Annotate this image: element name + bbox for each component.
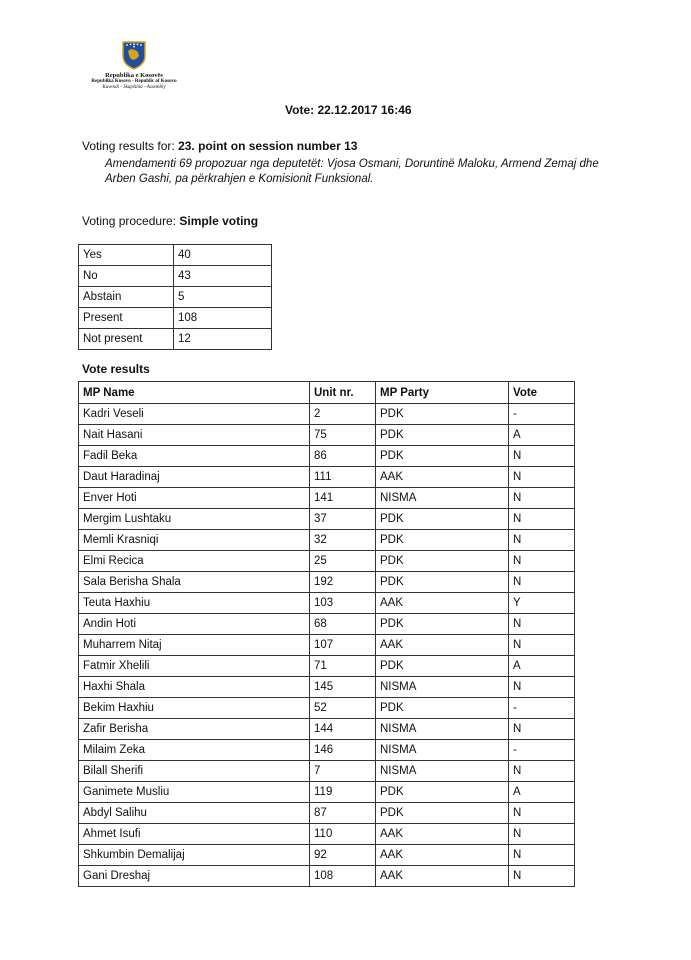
table-row <box>79 404 575 425</box>
table-row <box>79 824 575 845</box>
vote-datetime: 22.12.2017 16:46 <box>317 103 412 117</box>
vote-cell: N <box>509 635 575 656</box>
results-for-value: 23. point on session number 13 <box>178 139 358 153</box>
mp-party-cell: NISMA <box>376 488 509 509</box>
table-row <box>79 677 575 698</box>
table-row <box>79 488 575 509</box>
mp-party-cell: PDK <box>376 530 509 551</box>
table-row <box>79 551 575 572</box>
vote-cell: N <box>509 845 575 866</box>
mp-party-cell: PDK <box>376 551 509 572</box>
unit-nr-cell: 192 <box>310 572 376 593</box>
kosovo-emblem-icon <box>121 40 147 70</box>
unit-nr-cell: 68 <box>310 614 376 635</box>
mp-party-cell: NISMA <box>376 719 509 740</box>
summary-value: 40 <box>174 245 272 266</box>
table-row <box>79 446 575 467</box>
mp-party-cell: AAK <box>376 467 509 488</box>
table-row <box>79 803 575 824</box>
summary-row <box>79 266 272 287</box>
table-row <box>79 593 575 614</box>
mp-party-cell: NISMA <box>376 761 509 782</box>
summary-label: Not present <box>79 329 174 350</box>
amendment-description: Amendamenti 69 propozuar nga deputetët: Vjosa Osmani, Doruntinë Maloku, Armend Zemaj dhe Arben Gashi, pa përkrahjen e Komisionit Funksional. <box>105 158 599 185</box>
mp-name-cell: Andin Hoti <box>79 614 310 635</box>
summary-value: 108 <box>174 308 272 329</box>
unit-nr-cell: 2 <box>310 404 376 425</box>
vote-cell: N <box>509 509 575 530</box>
vote-cell: N <box>509 572 575 593</box>
table-row <box>79 467 575 488</box>
unit-nr-cell: 7 <box>310 761 376 782</box>
mp-party-cell: PDK <box>376 803 509 824</box>
mp-party-cell: AAK <box>376 635 509 656</box>
unit-nr-cell: 144 <box>310 719 376 740</box>
unit-nr-cell: 141 <box>310 488 376 509</box>
summary-value: 12 <box>174 329 272 350</box>
table-row <box>79 614 575 635</box>
results-for-label: Voting results for: <box>82 139 175 153</box>
table-row <box>79 866 575 887</box>
summary-row <box>79 308 272 329</box>
mp-party-cell: PDK <box>376 782 509 803</box>
vote-cell: N <box>509 677 575 698</box>
logo-line-3: Kuvendi - Skupština - Assembly <box>102 85 166 90</box>
unit-nr-cell: 103 <box>310 593 376 614</box>
vote-cell: N <box>509 824 575 845</box>
mp-name-cell: Teuta Haxhiu <box>79 593 310 614</box>
mp-name-cell: Ahmet Isufi <box>79 824 310 845</box>
mp-name-cell: Memli Krasniqi <box>79 530 310 551</box>
summary-value: 5 <box>174 287 272 308</box>
table-row <box>79 782 575 803</box>
logo-line-2: Republika Kosovo - Republic of Kosovo <box>91 79 177 84</box>
table-row <box>79 740 575 761</box>
vote-cell: - <box>509 404 575 425</box>
unit-nr-cell: 111 <box>310 467 376 488</box>
vote-cell: A <box>509 425 575 446</box>
table-row <box>79 425 575 446</box>
summary-row <box>79 245 272 266</box>
mp-name-cell: Elmi Recica <box>79 551 310 572</box>
vote-cell: N <box>509 530 575 551</box>
mp-name-cell: Fadil Beka <box>79 446 310 467</box>
table-row <box>79 845 575 866</box>
vote-cell: N <box>509 551 575 572</box>
mp-party-cell: PDK <box>376 698 509 719</box>
mp-name-cell: Bekim Haxhiu <box>79 698 310 719</box>
vote-cell: N <box>509 467 575 488</box>
table-row <box>79 572 575 593</box>
unit-nr-cell: 92 <box>310 845 376 866</box>
mp-name-cell: Nait Hasani <box>79 425 310 446</box>
summary-label: Present <box>79 308 174 329</box>
mp-name-cell: Zafir Berisha <box>79 719 310 740</box>
unit-nr-cell: 86 <box>310 446 376 467</box>
mp-party-cell: PDK <box>376 614 509 635</box>
summary-label: Yes <box>79 245 174 266</box>
summary-label: Abstain <box>79 287 174 308</box>
mp-party-cell: PDK <box>376 572 509 593</box>
mp-party-cell: PDK <box>376 656 509 677</box>
mp-party-cell: PDK <box>376 404 509 425</box>
mp-name-cell: Sala Berisha Shala <box>79 572 310 593</box>
unit-nr-cell: 146 <box>310 740 376 761</box>
mp-party-cell: NISMA <box>376 677 509 698</box>
unit-nr-cell: 107 <box>310 635 376 656</box>
summary-value: 43 <box>174 266 272 287</box>
vote-results-table <box>78 381 575 887</box>
table-header-row <box>79 382 575 404</box>
results-for-line <box>82 139 357 153</box>
unit-nr-cell: 37 <box>310 509 376 530</box>
vote-cell: A <box>509 782 575 803</box>
procedure-value: Simple voting <box>179 214 259 228</box>
column-header-mp-name: MP Name <box>79 382 310 404</box>
vote-results-title: Vote results <box>82 362 150 376</box>
mp-party-cell: AAK <box>376 845 509 866</box>
table-row <box>79 530 575 551</box>
vote-summary-table <box>78 244 272 350</box>
mp-name-cell: Enver Hoti <box>79 488 310 509</box>
procedure-label: Voting procedure: <box>82 214 177 228</box>
table-row <box>79 656 575 677</box>
vote-cell: A <box>509 656 575 677</box>
summary-row <box>79 287 272 308</box>
mp-name-cell: Bilall Sherifi <box>79 761 310 782</box>
mp-party-cell: AAK <box>376 824 509 845</box>
vote-cell: N <box>509 488 575 509</box>
mp-party-cell: PDK <box>376 446 509 467</box>
vote-cell: N <box>509 719 575 740</box>
unit-nr-cell: 75 <box>310 425 376 446</box>
column-header-vote: Vote <box>509 382 575 404</box>
assembly-logo <box>82 40 186 91</box>
mp-party-cell: AAK <box>376 593 509 614</box>
vote-cell: N <box>509 761 575 782</box>
vote-cell: N <box>509 614 575 635</box>
vote-header <box>285 103 412 117</box>
vote-label: Vote: <box>285 103 315 117</box>
voting-procedure-line <box>82 214 258 228</box>
vote-cell: - <box>509 740 575 761</box>
unit-nr-cell: 25 <box>310 551 376 572</box>
mp-name-cell: Gani Dreshaj <box>79 866 310 887</box>
column-header-unit-nr: Unit nr. <box>310 382 376 404</box>
table-row <box>79 635 575 656</box>
vote-cell: N <box>509 803 575 824</box>
vote-cell: N <box>509 866 575 887</box>
table-row <box>79 698 575 719</box>
mp-name-cell: Fatmir Xhelili <box>79 656 310 677</box>
logo-line-1: Republika e Kosovës <box>105 72 163 79</box>
vote-cell: Y <box>509 593 575 614</box>
mp-name-cell: Kadri Veseli <box>79 404 310 425</box>
unit-nr-cell: 110 <box>310 824 376 845</box>
mp-name-cell: Shkumbin Demalijaj <box>79 845 310 866</box>
mp-party-cell: NISMA <box>376 740 509 761</box>
mp-name-cell: Muharrem Nitaj <box>79 635 310 656</box>
table-row <box>79 719 575 740</box>
summary-label: No <box>79 266 174 287</box>
mp-name-cell: Daut Haradinaj <box>79 467 310 488</box>
mp-name-cell: Milaim Zeka <box>79 740 310 761</box>
unit-nr-cell: 145 <box>310 677 376 698</box>
mp-party-cell: PDK <box>376 509 509 530</box>
mp-name-cell: Ganimete Musliu <box>79 782 310 803</box>
unit-nr-cell: 52 <box>310 698 376 719</box>
vote-cell: - <box>509 698 575 719</box>
unit-nr-cell: 108 <box>310 866 376 887</box>
mp-party-cell: PDK <box>376 425 509 446</box>
table-row <box>79 509 575 530</box>
vote-cell: N <box>509 446 575 467</box>
mp-name-cell: Abdyl Salihu <box>79 803 310 824</box>
unit-nr-cell: 32 <box>310 530 376 551</box>
unit-nr-cell: 119 <box>310 782 376 803</box>
column-header-mp-party: MP Party <box>376 382 509 404</box>
unit-nr-cell: 87 <box>310 803 376 824</box>
mp-name-cell: Haxhi Shala <box>79 677 310 698</box>
table-row <box>79 761 575 782</box>
unit-nr-cell: 71 <box>310 656 376 677</box>
mp-name-cell: Mergim Lushtaku <box>79 509 310 530</box>
summary-row <box>79 329 272 350</box>
mp-party-cell: AAK <box>376 866 509 887</box>
